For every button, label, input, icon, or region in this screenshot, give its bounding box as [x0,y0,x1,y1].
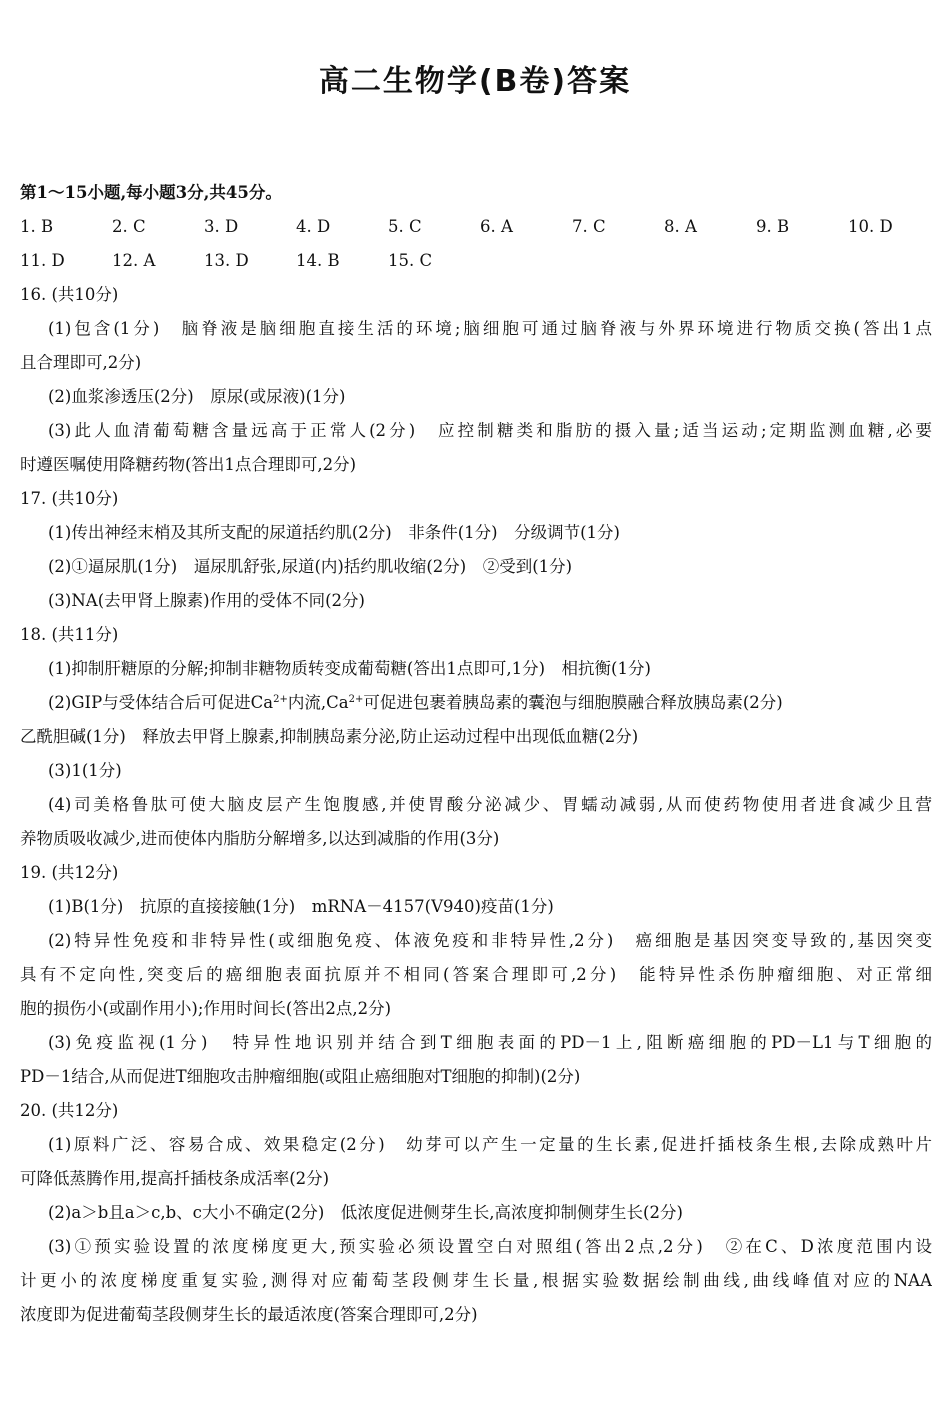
mc-answer-13: 13. D [204,251,249,270]
q18-line-3: 乙酰胆碱(1分) 释放去甲肾上腺素,抑制胰岛素分泌,防止运动过程中出现低血糖(2分) [20,727,639,746]
mc-answer-14: 14. B [296,251,340,270]
mc-answer-6: 6. A [480,217,513,236]
q20-line-4: (3)①预实验设置的浓度梯度更大,预实验必须设置空白对照组(答出2点,2分) ②在C、D浓度范围内设 [48,1237,932,1256]
q18-line-1: (1)抑制肝糖原的分解;抑制非糖物质转变成葡萄糖(答出1点即可,1分) 相抗衡(1分) [48,659,651,678]
mc-answer-1: 1. B [20,217,54,236]
mc-answer-row-2 [20,244,932,278]
calcium-charge-2: 2+ [348,694,364,705]
q17-line-1: (1)传出神经末梢及其所支配的尿道括约肌(2分) 非条件(1分) 分级调节(1分) [48,523,620,542]
mc-answer-3: 3. D [204,217,239,236]
q18-header: 18. (共11分) [20,625,119,644]
q16-line-2: 且合理即可,2分) [20,353,142,372]
q19-line-4: 胞的损伤小(或副作用小);作用时间长(答出2点,2分) [20,999,392,1018]
mc-answer-11: 11. D [20,251,65,270]
q19-line-1: (1)B(1分) 抗原的直接接触(1分) mRNA－4157(V940)疫苗(1分) [48,897,554,916]
q17-line-3: (3)NA(去甲肾上腺素)作用的受体不同(2分) [48,591,365,610]
mc-answer-5: 5. C [388,217,422,236]
q16-line-5: 时遵医嘱使用降糖药物(答出1点合理即可,2分) [20,455,357,474]
q19-line-6: PD－1结合,从而促进T细胞攻击肿瘤细胞(或阻止癌细胞对T细胞的抑制)(2分) [20,1067,581,1086]
mc-answer-2: 2. C [112,217,146,236]
q16-line-1: (1)包含(1分) 脑脊液是脑细胞直接生活的环境;脑细胞可通过脑脊液与外界环境进行物质交换(答出1点 [48,319,932,338]
mc-answer-9: 9. B [756,217,790,236]
mc-answer-12: 12. A [112,251,156,270]
q18-line-2-part-a: (2)GIP与受体结合后可促进Ca [48,693,274,712]
q20-line-2: 可降低蒸腾作用,提高扦插枝条成活率(2分) [20,1169,330,1188]
q20-line-5: 计更小的浓度梯度重复实验,测得对应葡萄茎段侧芽生长量,根据实验数据绘制曲线,曲线峰值对应的NAA [20,1271,932,1290]
q18-line-6: 养物质吸收减少,进而使体内脂肪分解增多,以达到减脂的作用(3分) [20,829,500,848]
q20-line-6: 浓度即为促进葡萄茎段侧芽生长的最适浓度(答案合理即可,2分) [20,1305,478,1324]
mc-answer-8: 8. A [664,217,697,236]
mc-answer-4: 4. D [296,217,331,236]
q18-line-5: (4)司美格鲁肽可使大脑皮层产生饱腹感,并使胃酸分泌减少、胃蠕动减弱,从而使药物使用者进食减少且营 [48,795,932,814]
mc-answer-15: 15. C [388,251,433,270]
q20-line-1: (1)原料广泛、容易合成、效果稳定(2分) 幼芽可以产生一定量的生长素,促进扦插枝条生根,去除成熟叶片 [48,1135,932,1154]
q16-line-4: (3)此人血清葡萄糖含量远高于正常人(2分) 应控制糖类和脂肪的摄入量;适当运动;定期监测血糖,必要 [48,421,932,440]
q18-line-2 [20,686,932,720]
mc-answer-10: 10. D [848,217,893,236]
q20-line-3: (2)a＞b且a＞c,b、c大小不确定(2分) 低浓度促进侧芽生长,高浓度抑制侧芽生长(2分) [48,1203,683,1222]
q19-header: 19. (共12分) [20,863,119,882]
q19-line-3: 具有不定向性,突变后的癌细胞表面抗原并不相同(答案合理即可,2分) 能特异性杀伤肿瘤细胞、对正常细 [20,965,932,984]
q19-line-5: (3)免疫监视(1分) 特异性地识别并结合到T细胞表面的PD－1上,阻断癌细胞的PD－L1与T细胞的 [48,1033,932,1052]
q20-header: 20. (共12分) [20,1101,119,1120]
q19-line-2: (2)特异性免疫和非特异性(或细胞免疫、体液免疫和非特异性,2分) 癌细胞是基因突变导致的,基因突变 [48,931,932,950]
calcium-charge-1: 2+ [273,694,288,705]
mc-answer-row-1 [20,210,932,244]
mc-answer-7: 7. C [572,217,606,236]
q18-line-2-part-c: 可促进包裹着胰岛素的囊泡与细胞膜融合释放胰岛素(2分) [363,693,783,712]
page-title: 高二生物学(B卷)答案 [318,64,632,99]
mc-header: 第1～15小题,每小题3分,共45分。 [20,183,282,202]
q16-line-3: (2)血浆渗透压(2分) 原尿(或尿液)(1分) [48,387,346,406]
q18-line-4: (3)1(1分) [48,761,122,780]
answer-content [20,176,932,1332]
q18-line-2-part-b: 内流,Ca [287,693,349,712]
q17-header: 17. (共10分) [20,489,119,508]
q16-header: 16. (共10分) [20,285,119,304]
q17-line-2: (2)①逼尿肌(1分) 逼尿肌舒张,尿道(内)括约肌收缩(2分) ②受到(1分) [48,557,573,576]
